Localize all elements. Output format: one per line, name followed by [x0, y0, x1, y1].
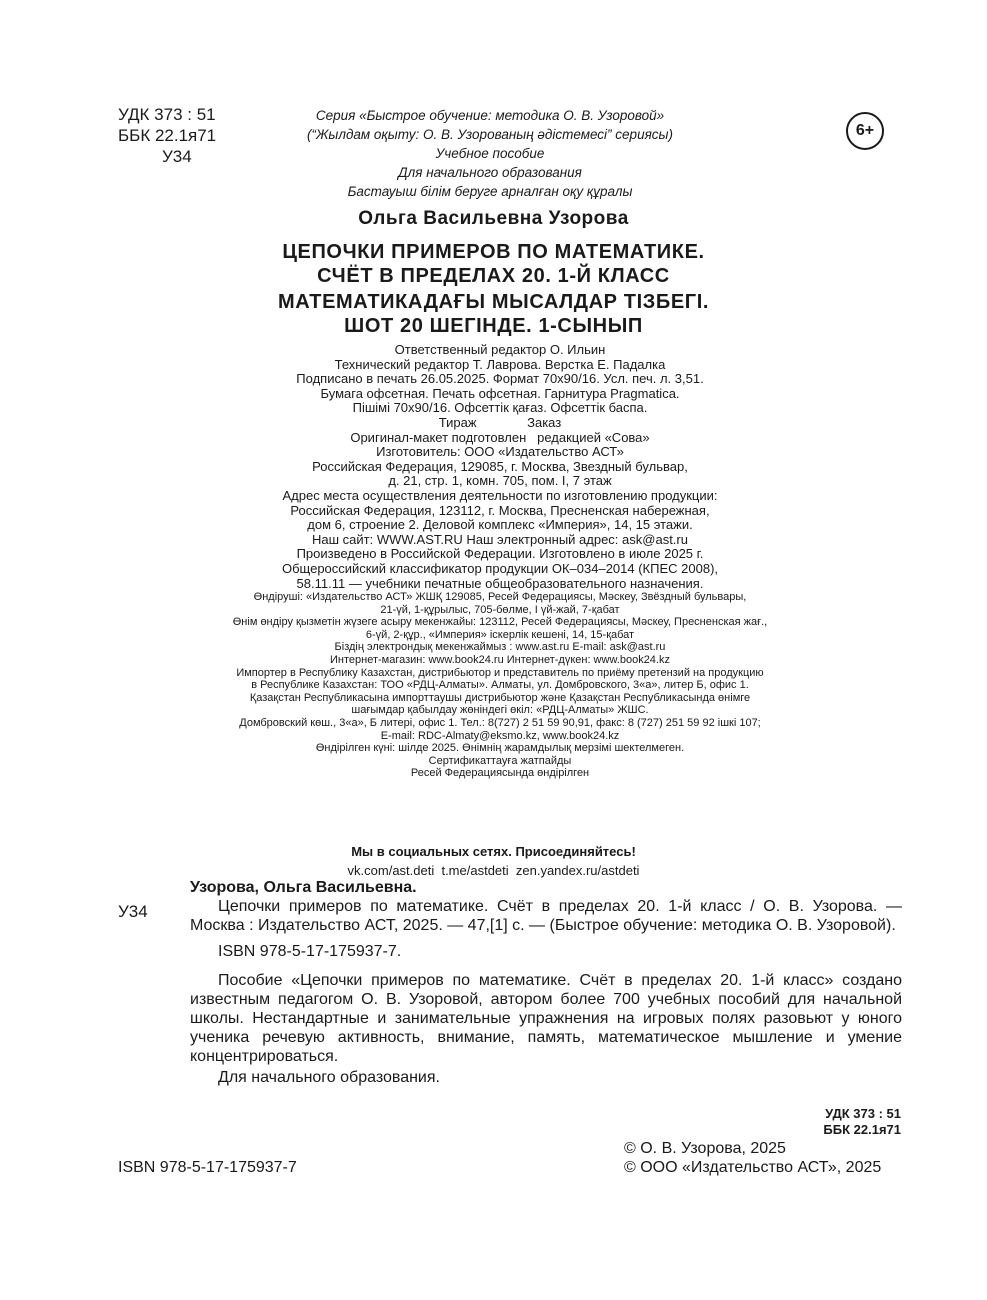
copyright-block [624, 1139, 881, 1177]
imprint-line: Российская Федерация, 129085, г. Москва, Звездный бульвар, [312, 458, 688, 474]
author-mark: У34 [162, 147, 192, 166]
copyright-publisher: © ООО «Издательство АСТ», 2025 [624, 1159, 882, 1176]
bbk-code: ББК 22.1я71 [118, 126, 217, 145]
imprint-small-line: Домбровский көш., 3«а», Б литері, офис 1. Тел.: 8(727) 2 51 59 90,91, факс: 8 (727) 251 59 92 ішкі 107; [239, 717, 761, 730]
udk-code: УДК 373 : 51 [118, 105, 216, 124]
imprint-line: Тираж Заказ [438, 414, 562, 430]
series-info [250, 106, 730, 201]
social-links: vk.com/ast.deti t.me/astdeti zen.yandex.ru/astdeti [347, 863, 640, 878]
imprint-line: 58.11.11 — учебники печатные общеобразовательного назначения. [296, 575, 704, 591]
bibliography-code: У34 [118, 902, 148, 921]
series-line: Серия «Быстрое обучение: методика О. В. Узоровой» [315, 108, 665, 123]
imprint-small-line: Өндірілген күні: шілде 2025. Өнімнің жарамдылық мерзімі шектелмеген. [315, 742, 685, 755]
social-block [0, 842, 987, 880]
imprint-line: Пішімі 70x90/16. Офсеттік қағаз. Офсеттік баспа. [352, 400, 648, 416]
audience-note: Для начального образования. [218, 1069, 440, 1086]
imprint-small-line: в Республике Казахстан: ТОО «РДЦ-Алматы». Алматы, ул. Домбровского, 3«а», литер Б, офис 1. [251, 679, 749, 692]
imprint-line: Изготовитель: ООО «Издательство АСТ» [376, 444, 624, 460]
title-line: СЧЁТ В ПРЕДЕЛАХ 20. 1-Й КЛАСС [317, 265, 670, 287]
bibliographic-record [190, 878, 902, 1087]
imprint-small-line: Интернет-магазин: www.book24.ru Интернет-дүкен: www.book24.kz [330, 654, 670, 667]
imprint-small-line: шағымдар қабылдау жөніндегі өкіл: «РДЦ-Алматы» ЖШС. [351, 704, 649, 717]
imprint-small-line: Қазақстан Республикасына импорттаушы дистрибьютор және Қазақстан Республикасында өнімге [249, 691, 751, 704]
book-title-ru [0, 240, 987, 288]
imprint-line: Наш сайт: WWW.AST.RU Наш электронный адрес: ask@ast.ru [312, 531, 688, 547]
imprint-small-line: 21-үй, 1-құрылыс, 705-бөлме, I үй-жай, 7-қабат [380, 603, 620, 616]
imprint-small-line: Ресей Федерациясында өндірілген [410, 767, 590, 780]
footer-isbn: ISBN 978-5-17-175937-7 [118, 1159, 297, 1176]
imprint-line: Подписано в печать 26.05.2025. Формат 70x90/16. Усл. печ. л. 3,51. [296, 371, 704, 387]
imprint-small-line: 6-үй, 2-құр., «Империя» іскерлік кешені, 14, 15-қабат [365, 628, 635, 641]
imprint-small-line: Өнім өндіру қызметін жүзеге асыру мекенжайы: 123112, Ресей Федерациясы, Мәскеу, Пресненская жағ., [232, 616, 768, 629]
book-title-kz [0, 290, 987, 338]
bibliography-description: Цепочки примеров по математике. Счёт в пределах 20. 1-й класс / О. В. Узорова. — Москва : Издательство АСТ, 2025. — 47,[1] с. — (Быстрое обучение: методика О. В. Узоровой). [190, 898, 902, 934]
imprint-line: Общероссийский классификатор продукции ОК–034–2014 (КПЕС 2008), [281, 560, 719, 576]
annotation: Пособие «Цепочки примеров по математике. Счёт в пределах 20. 1-й класс» создано известным педагогом О. В. Узоровой, автором более 700 учебных пособий для начальной школы. Нестандартные и занимательные упражнения на игровых полях разовьют у юного ученика речевую активность, внимание, память, математическое мышление и умение концентрироваться. [190, 972, 902, 1065]
series-line: Бастауыш білім беруге арналған оқу құралы [347, 184, 633, 199]
social-heading: Мы в социальных сетях. Присоединяйтесь! [351, 844, 636, 859]
imprint-line: д. 21, стр. 1, комн. 705, пом. I, 7 этаж [388, 473, 612, 489]
series-line: Учебное пособие [435, 146, 545, 161]
footer-bbk: ББК 22.1я71 [823, 1122, 901, 1137]
title-line: ЦЕПОЧКИ ПРИМЕРОВ ПО МАТЕМАТИКЕ. [282, 241, 705, 263]
imprint-small-line: Сертификаттауға жатпайды [428, 754, 572, 767]
imprint-line: Бумага офсетная. Печать офсетная. Гарнитура Pragmatica. [320, 385, 680, 401]
footer-codes [823, 1106, 901, 1138]
imprint-line: Ответственный редактор О. Ильин [394, 342, 606, 357]
imprint-line: Адрес места осуществления деятельности по изготовлению продукции: [282, 487, 718, 503]
imprint-line: дом 6, строение 2. Деловой комплекс «Империя», 14, 15 этажи. [307, 517, 693, 533]
series-line: Для начального образования [398, 165, 582, 180]
title-line: ШОТ 20 ШЕГІНДЕ. 1-СЫНЫП [344, 315, 643, 337]
imprint-line: Российская Федерация, 123112, г. Москва, Пресненская набережная, [290, 502, 710, 518]
imprint-line: Произведено в Российской Федерации. Изготовлено в июле 2025 г. [296, 546, 704, 562]
bibliography-author: Узорова, Ольга Васильевна. [190, 879, 417, 896]
imprint-small-line: E-mail: RDC-Almaty@eksmo.kz, www.book24.kz [380, 729, 620, 742]
imprint-block [120, 343, 880, 780]
imprint-line: Технический редактор Т. Лаврова. Верстка Е. Падалка [334, 356, 666, 372]
series-line: (“Жылдам оқыту: О. В. Узорованың әдістемесі” сериясы) [307, 127, 673, 142]
age-rating-badge: 6+ [846, 112, 884, 150]
footer-udk: УДК 373 : 51 [825, 1106, 901, 1121]
imprint-small-line: Өндіруші: «Издательство АСТ» ЖШҚ 129085, Ресей Федерациясы, Мәскеу, Звёздный бульвары, [253, 591, 747, 604]
title-line: МАТЕМАТИКАДАҒЫ МЫСАЛДАР ТІЗБЕГІ. [277, 291, 710, 313]
imprint-small-line: Біздің электрондық мекенжаймыз : www.ast.ru E-mail: ask@ast.ru [334, 641, 666, 654]
copyright-author: © О. В. Узорова, 2025 [624, 1140, 786, 1157]
classification-codes [118, 104, 216, 167]
bibliography-isbn: ISBN 978-5-17-175937-7. [218, 943, 402, 960]
author-name: Ольга Васильевна Узорова [358, 208, 629, 229]
imprint-small-line: Импортер в Республику Казахстан, дистрибьютор и представитель по приёму претензий на продукцию [236, 666, 764, 679]
imprint-line: Оригинал-макет подготовлен редакцией «Сова» [350, 429, 650, 445]
